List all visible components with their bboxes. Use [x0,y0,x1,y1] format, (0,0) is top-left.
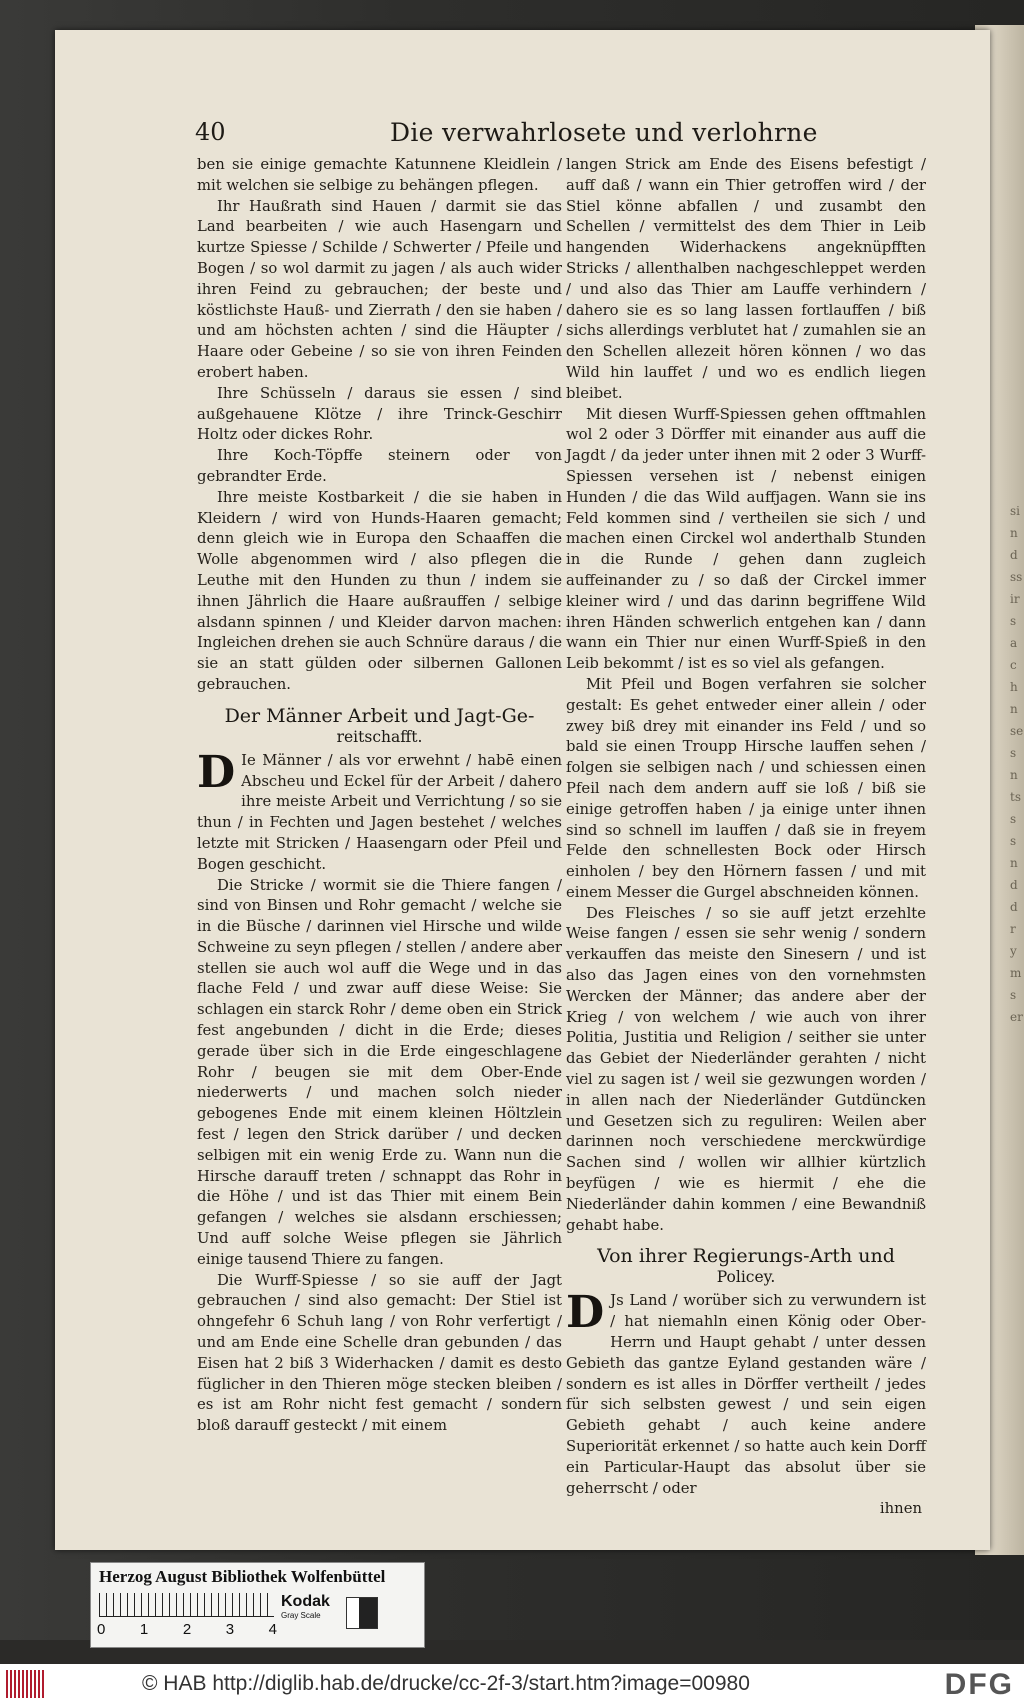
paragraph-with-dropcap [566,1287,926,1499]
running-title: Die verwahrlosete und verlohrne [390,118,818,147]
section-heading-government [566,1244,926,1287]
kodak-subtitle: Gray Scale [281,1611,321,1620]
paragraph: Ihre Schüsseln / daraus sie essen / sind außgehauene Klötze / ihre Trinck-Geschirr Holtz oder dickes Rohr. [197,384,562,444]
source-link[interactable]: © HAB http://diglib.hab.de/drucke/cc-2f-3/start.htm?image=00980 [142,1672,750,1695]
ruler-number: 4 [268,1621,277,1638]
paragraph: Ihre Koch-Töpffe steinern oder von gebrandter Erde. [197,447,562,485]
paragraph: Die Stricke / wormit sie die Thiere fangen / sind von Binsen und Rohr gemacht / welche sie in die Büsche / darinnen viel Hirsche und wilde Schweine zu seyn pflegen / stellen / andere aber stellen sie auch wol auff die Wege und in das flache Feld / und zwar auff diese Weise: Sie schlagen ein starck Rohr / deme oben ein Strick fest angebunden / dicht in die Erde; dieses gerade über sich in die Erde eingeschlagene Rohr / beugen sie mit dem Ober-Ende niederwerts / und machen solch nieder gebogenes Ende mit einem kleinen Höltzlein fest / legen den Strick darüber / und decken selbigen mit ein wenig Erde zu. Wann nun die Hirsche darauff treten / schnappt das Rohr in die Höhe / und ist das Thier mit einem Bein gefangen / welches sie alsdann erschiessen; Und auff solche Weise pflegen sie Jährlich einige tausend Thiere zu fangen. [197,876,562,1268]
ruler-number: 2 [182,1621,192,1638]
color-calibration-chart [90,1562,425,1648]
paragraph: Mit diesen Wurff-Spiessen gehen offtmahlen wol 2 oder 3 Dörffer mit einander aus auff die Jagdt / da jeder unter ihnen mit 2 oder 3 Wurff-Spiessen versehen ist / nebenst einigen Hunden / die das Wild auffjagen. Wann sie ins Feld kommen sind / vertheilen sie sich / und machen einen Circkel wol anderthalb Stunden in die Runde / gehen dann zugleich auffeinander zu / so daß der Circkel immer kleiner wird / und das darinn begriffene Wild ihren Händen schwerlich entgehen kan / dann wann ein Thier nur einen Wurff-Spieß in den Leib bekommt / ist es so viel als gefangen. [566,405,926,673]
paragraph: Die Wurff-Spiesse / so sie auff der Jagt gebrauchen / sind also gemacht: Der Stiel ist ohngefehr 6 Schuh lang / von Rohr verfertigt / und am Ende eine Schelle dran gebunden / das Eisen hat 2 biß 3 Widerhacken / damit es desto füglicher in den Thieren möge stecken bleiben / es ist am Rohr nicht fest gemacht / sondern bloß darauff gesteckt / mit einem [197,1271,562,1435]
kodak-label [281,1593,330,1620]
next-page-edge-text: sind ss irs a ch n se s n ts s s nd d r y m s er [1010,504,1024,1024]
dropcap-initial: D [197,746,236,798]
section-heading-sub: Policey. [716,1268,776,1287]
paragraph: ben sie einige gemachte Katunnene Kleidlein / mit welchen sie selbige zu behängen pflegen. [197,156,562,194]
paragraph-with-dropcap [197,746,562,876]
ruler-number: 1 [139,1621,149,1638]
page-number: 40 [195,118,226,146]
section-heading-text: Der Männer Arbeit und Jagt-Ge- [224,704,535,727]
footer-bar [0,1664,1024,1704]
ruler-numbers [97,1621,277,1638]
kodak-brand: Kodak [281,1593,330,1610]
left-text-column [197,155,562,1437]
paragraph: Ihr Haußrath sind Hauen / darmit sie das Land bearbeiten / wie auch Hasengarn und kurtze Spiesse / Schilde / Schwerter / Pfeile und Bogen / so wol darmit zu jagen / als auch wider ihren Feind zu gebrauchen; der beste und köstlichste Hauß- und Zierrath / den sie haben / und am höchsten achten / sind die Häupter / Haare oder Gebeine / so sie von ihren Feinden erobert haben. [197,197,562,381]
paragraph: Ihre meiste Kostbarkeit / die sie haben in Kleidern / wird von Hunds-Haaren gemacht; denn gleich wie in Europa den Schaaffen die Wolle abgenommen wird / also pflegen die Leuthe mit den Hunden zu thun / indem sie ihnen Jährlich die Haare außrauffen / selbige alsdann spinnen / und Kleider darvon machen: Ingleichen drehen sie auch Schnüre daraus / die sie an statt gülden oder silbernen Gallonen gebrauchen. [197,488,562,693]
running-head [195,118,935,152]
gray-scale-patch [346,1597,378,1629]
ruler-number: 3 [225,1621,235,1638]
right-text-column [566,155,926,1520]
section-heading-sub: reitschafft. [336,727,423,746]
paragraph: Des Fleisches / so sie auff jetzt erzehlte Weise fangen / essen sie sehr wenig / sondern verkauffen das meiste den Sinesern / und ist also das Jagen eines von den vornehmsten Wercken der Männer; das andere aber der Krieg / von welchem / wie auch von ihrer Politia, Justitia und Religion / seither sie unter das Gebiet der Niederländer gerahten / nicht viel zu sagen ist / weil sie gezwungen worden / in allen nach der Niederländer Gutdüncken und Gesetzen sich zu reguliren: Weilen aber darinnen noch verschiedene merckwürdige Sachen sind / wollen wir allhier kürtzlich beyfügen / wie es hiermit / ehe die Niederländer dahin kommen / eine Bewandniß gehabt habe. [566,904,926,1234]
section-heading-text: Von ihrer Regierungs-Arth und [597,1245,895,1268]
scale-ruler [99,1593,274,1617]
section-heading-men-work [197,704,562,747]
dfg-logo: DFG [944,1668,1014,1701]
dropcap-initial: D [566,1287,605,1339]
hab-barcode-logo-icon [6,1670,46,1698]
paragraph-text: Js Land / worüber sich zu verwundern ist / hat niemahln einen König oder Ober-Herrn und Haupt gehabt / unter dessen Gebieth das gantze Eyland gestanden wäre / sondern es ist alles in Dörffer vertheilt / jedes für sich selbsten gewest / und sein eigen Gebieth gehabt / auch keine andere Superiorität erkennet / so hatte auch kein Dorff ein Particular-Haupt das absolut über sie geherrscht / oder [566,1292,926,1497]
ruler-number: 0 [97,1621,106,1638]
catchword: ihnen [879,1500,922,1518]
library-name: Herzog August Bibliothek Wolfenbüttel [99,1567,386,1586]
paragraph: Mit Pfeil und Bogen verfahren sie solcher gestalt: Es gehet entweder einer allein / oder zwey biß drey mit einander ins Feld / und so bald sie einen Troupp Hirsche lauffen sehen / folgen sie selbigen nach / und schiessen einen Pfeil nach dem andern auff sie loß / biß sie einige getroffen haben / ja einige unter ihnen sind so schnell im lauffen / daß sie in freyem Felde den schnellesten Bock oder Hirsch einholen / bey den Hörnern fassen / und mit einem Messer die Gurgel abschneiden können. [566,675,926,901]
paragraph: langen Strick am Ende des Eisens befestigt / auff daß / wann ein Thier getroffen wird / der Stiel könne abfallen / und zusambt den Schellen / vermittelst des dem Thier in Leib hangenden Widerhackens angeknüpfften Stricks / allenthalben nachgeschleppet werden / und also das Thier am Lauffe verhindern / dahero sie es so lang lassen fortlauffen / biß sichs allerdings verblutet hat / zumahlen sie an den Schellen allezeit hören können / wo das Wild hin lauffet / und wo es endlich liegen bleibet. [566,156,926,402]
paragraph-text: Ie Männer / als vor erwehnt / habē einen Abscheu und Eckel für der Arbeit / dahero ihre meiste Arbeit und Verrichtung / so sie thun / in Fechten und Jagen bestehet / welches letzte mit Stricken / Haasengarn oder Pfeil und Bogen geschicht. [197,751,562,873]
